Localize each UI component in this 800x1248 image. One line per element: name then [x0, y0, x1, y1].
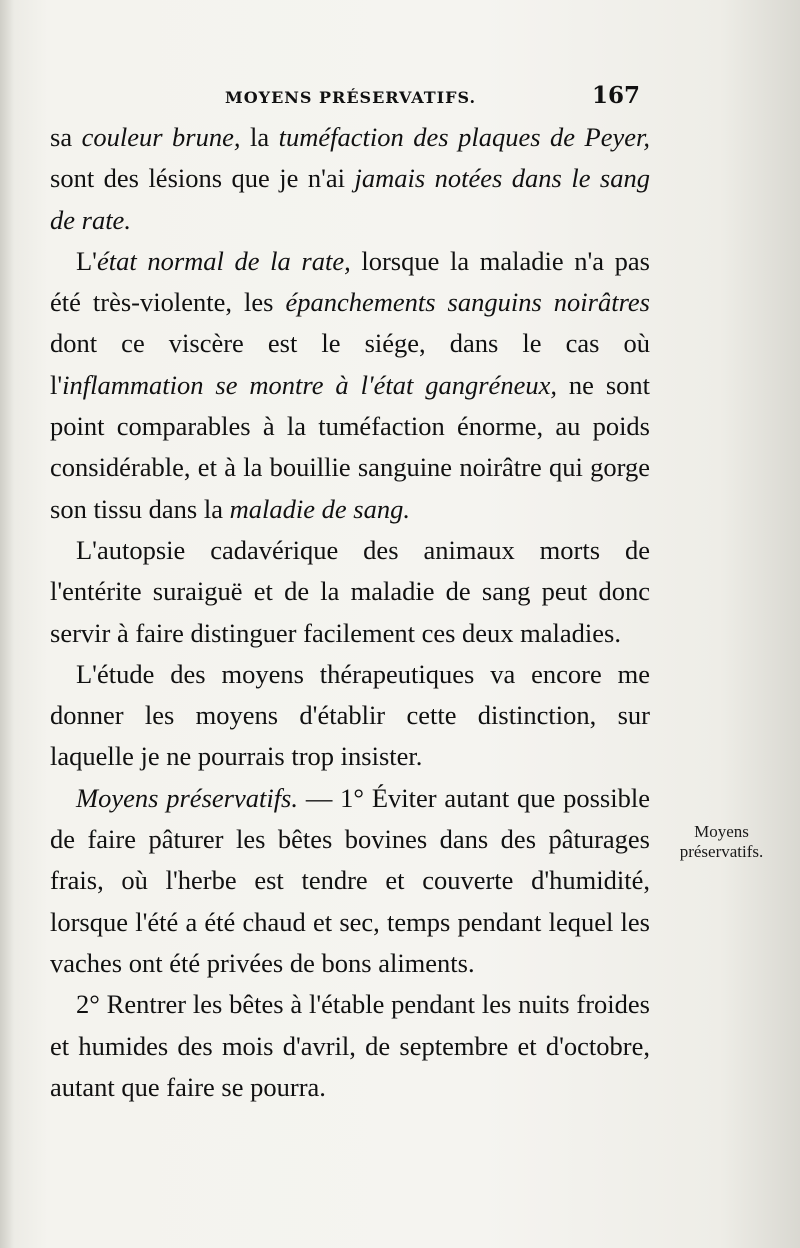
italic-text: maladie de sang.: [229, 493, 410, 524]
page-number: 167: [591, 82, 640, 109]
paragraph: [50, 984, 650, 1108]
page-header: [50, 82, 650, 112]
italic-text: inflammation se montre à l'état gangréneux,: [62, 369, 557, 400]
text-span: — 1° Éviter autant que possible de faire pâturer les bêtes bovines dans des pâturages frais, où l'herbe est tendre et couverte d'humidité, lorsque l'été a été chaud et sec, temps pendant lequel les vaches ont été privées de bons aliments.: [50, 782, 650, 978]
text-span: ne sont point comparables à la tuméfaction énorme, au poids considérable, et à la bouillie sanguine noirâtre qui gorge son tissu dans la: [50, 369, 651, 524]
margin-note-line: Moyens: [694, 822, 749, 841]
page-binding-shadow: [0, 0, 14, 1248]
margin-note-line: préservatifs.: [679, 842, 764, 861]
text-span: L'étude des moyens thérapeutiques va encore me donner les moyens d'établir cette distinction, sur laquelle je ne pourrais trop insister.: [50, 658, 650, 772]
italic-text: épanchements sanguins noirâtres: [285, 287, 650, 318]
text-span: la: [240, 122, 279, 152]
paragraph: [50, 117, 650, 241]
italic-text: tuméfaction des plaques de Peyer,: [278, 122, 651, 152]
italic-text: couleur brune,: [81, 122, 241, 152]
text-span: lorsque la maladie n'a pas été très-violente, les: [50, 245, 650, 318]
text-span: sa: [50, 122, 82, 152]
margin-note: [664, 822, 779, 862]
paragraph: [50, 241, 650, 530]
paragraph: [50, 778, 650, 984]
body-text: [50, 117, 650, 1108]
italic-text: état normal de la rate,: [96, 245, 351, 276]
italic-text: Moyens préservatifs.: [76, 782, 298, 813]
text-span: sont des lésions que je n'ai: [50, 163, 355, 194]
running-title: MOYENS PRÉSERVATIFS.: [225, 88, 477, 107]
text-span: 2° Rentrer les bêtes à l'étable pendant les nuits froides et humides des mois d'avril, de septembre et d'octobre, autant que faire se pourra.: [50, 989, 650, 1102]
paragraph: [50, 654, 650, 778]
text-span: dont ce viscère est le siége, dans le cas où l': [50, 328, 650, 400]
italic-text: jamais notées dans le sang de rate.: [50, 163, 650, 235]
text-span: L'autopsie cadavérique des animaux morts de l'entérite suraiguë et de la maladie de sang peut donc servir à faire distinguer facilement ces deux maladies.: [50, 534, 650, 648]
paragraph: [50, 530, 650, 654]
text-span: L': [76, 245, 97, 276]
